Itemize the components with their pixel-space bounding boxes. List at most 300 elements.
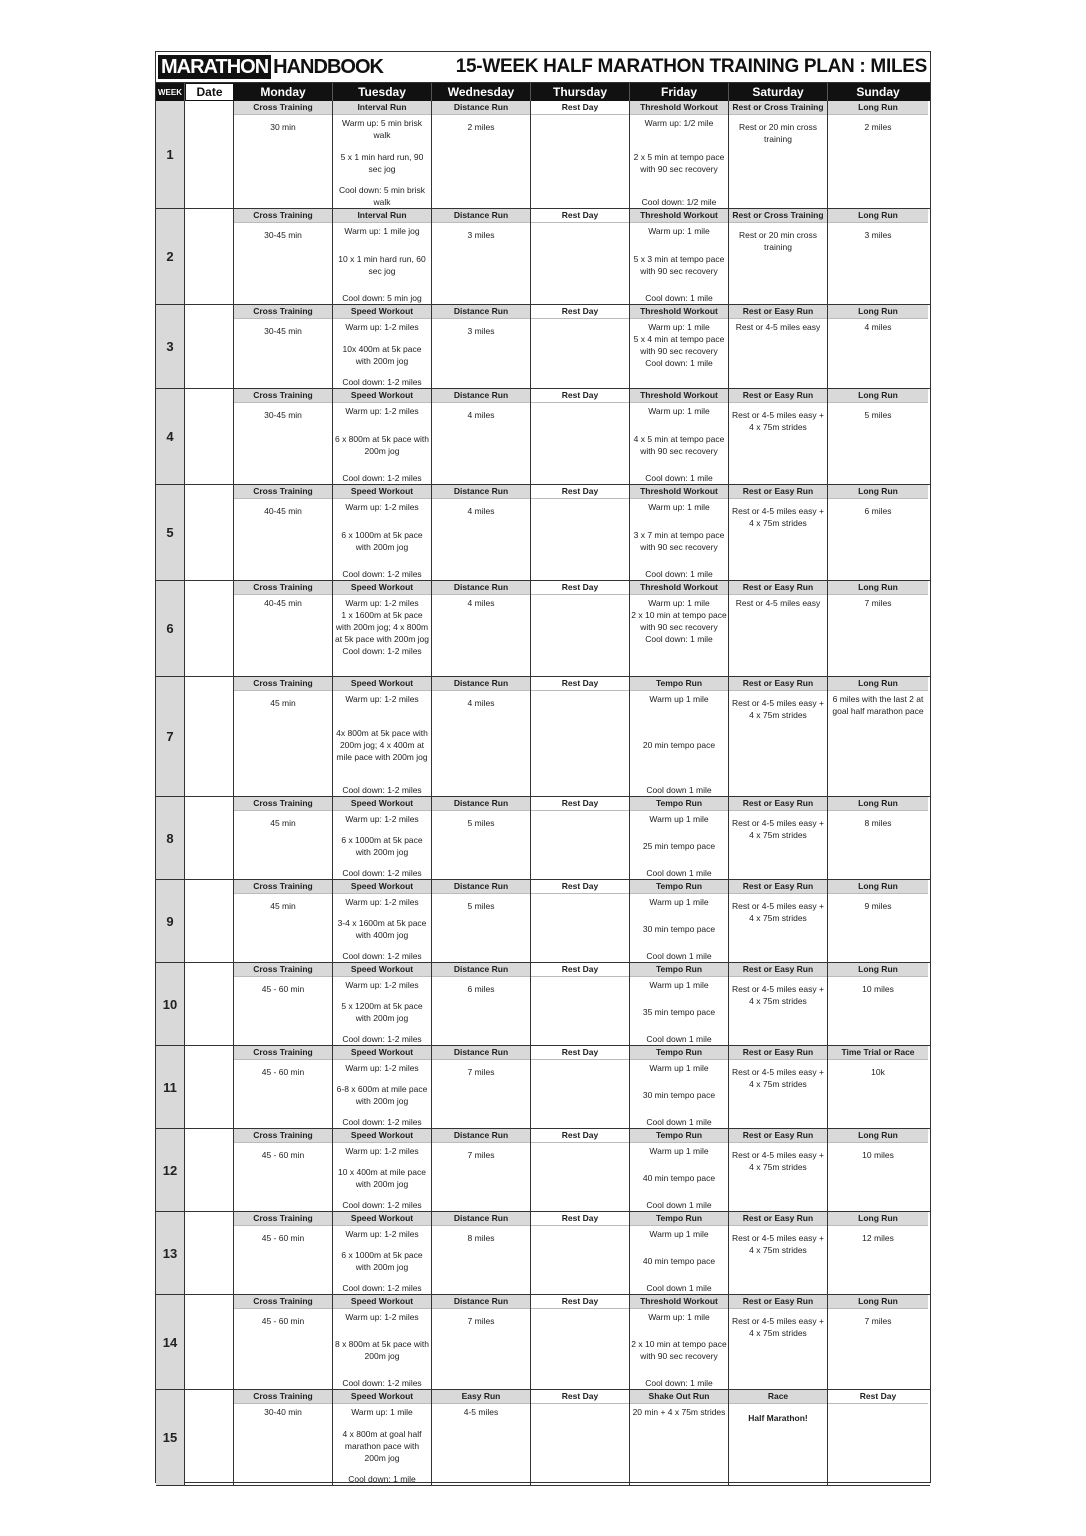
- workout-type-label: Long Run: [828, 101, 928, 115]
- day-cell: [531, 677, 630, 796]
- day-cell: [333, 305, 432, 388]
- day-cell: [333, 880, 432, 962]
- workout-detail-text: 3 miles: [467, 326, 495, 336]
- training-plan-sheet: [155, 51, 931, 1483]
- workout-type-label: Threshold Workout: [630, 485, 728, 499]
- date-cell: [185, 1295, 234, 1389]
- workout-type-label: Cross Training: [234, 389, 332, 403]
- workout-detail-text: 4-5 miles: [463, 1407, 499, 1417]
- workout-detail-text: 4 x 5 min at tempo pace with 90 sec recovery: [633, 433, 725, 456]
- date-cell: [185, 209, 234, 304]
- workout-detail-text: 4 miles: [864, 322, 892, 332]
- workout-detail-text: 3-4 x 1600m at 5k pace with 400m jog: [337, 918, 427, 940]
- day-cell: [234, 581, 333, 676]
- workout-type-label: Distance Run: [432, 1129, 530, 1143]
- workout-type-label: Distance Run: [432, 209, 530, 223]
- day-cell: [729, 797, 828, 879]
- workout-type-label: Distance Run: [432, 1212, 530, 1226]
- day-cell: [630, 485, 729, 580]
- day-cell: [531, 581, 630, 676]
- workout-type-label: Long Run: [828, 880, 928, 894]
- day-cell: [531, 305, 630, 388]
- week-row: [156, 1129, 930, 1212]
- workout-detail-text: 4 miles: [467, 410, 495, 420]
- workout-detail-text: 3 x 7 min at tempo pace with 90 sec recovery: [633, 529, 725, 552]
- day-cell: [729, 209, 828, 304]
- workout-detail-text: Cool down: 5 min jog: [342, 293, 422, 303]
- date-cell: [185, 797, 234, 879]
- workout-type-label: Rest Day: [531, 1295, 629, 1309]
- workout-detail-text: Cool down: 1-2 miles: [342, 1378, 422, 1388]
- day-cell: [729, 963, 828, 1045]
- workout-detail-text: 5 x 3 min at tempo pace with 90 sec recovery: [633, 253, 725, 276]
- title-bar: [156, 52, 930, 83]
- day-cell: [432, 101, 531, 208]
- day-cell: [630, 797, 729, 879]
- workout-type-label: Interval Run: [333, 101, 431, 115]
- workout-detail-text: Warm up: 1-2 miles: [345, 406, 419, 416]
- workout-detail-text: 4 miles: [467, 598, 495, 608]
- workout-detail-text: Warm up 1 mile: [649, 694, 709, 704]
- workout-type-label: Rest Day: [828, 1390, 928, 1404]
- day-cell: [234, 389, 333, 484]
- day-cell: [630, 389, 729, 484]
- workout-detail-text: Warm up: 1-2 miles: [345, 980, 419, 990]
- workout-detail-text: 45 min: [270, 698, 296, 708]
- workout-detail-text: Warm up: 1-2 miles: [345, 1146, 419, 1156]
- workout-detail-text: 2 x 10 min at tempo pace with 90 sec recovery: [631, 1339, 727, 1361]
- day-cell: [531, 963, 630, 1045]
- date-cell: [185, 677, 234, 796]
- workout-type-label: Easy Run: [432, 1390, 530, 1404]
- day-cell: [630, 1390, 729, 1485]
- workout-detail-text: Half Marathon!: [748, 1413, 808, 1423]
- day-cell: [333, 581, 432, 676]
- workout-type-label: Cross Training: [234, 305, 332, 319]
- workout-type-label: Long Run: [828, 209, 928, 223]
- workout-detail-text: Warm up: 1/2 mile: [644, 118, 714, 128]
- workout-type-label: Threshold Workout: [630, 389, 728, 403]
- workout-type-label: Cross Training: [234, 485, 332, 499]
- day-cell: [234, 209, 333, 304]
- workout-type-label: Distance Run: [432, 677, 530, 691]
- day-cell: [333, 101, 432, 208]
- workout-detail-text: Warm up 1 mile: [649, 980, 709, 990]
- date-cell: [185, 880, 234, 962]
- workout-detail-text: Warm up 1 mile: [649, 897, 709, 907]
- workout-detail-text: Warm up 1 mile: [649, 1229, 709, 1239]
- workout-detail-text: Cool down: 1/2 mile: [641, 197, 717, 207]
- workout-detail-text: Cool down: 1-2 miles: [342, 569, 422, 579]
- day-cell: [432, 797, 531, 879]
- workout-detail-text: Rest or 4-5 miles easy + 4 x 75m strides: [732, 1316, 824, 1338]
- week-row: [156, 1046, 930, 1129]
- workout-detail-text: 10 x 1 min hard run, 60 sec jog: [338, 253, 426, 276]
- workout-detail-text: 5 miles: [467, 818, 495, 828]
- day-cell: [630, 209, 729, 304]
- day-cell: [828, 209, 928, 304]
- day-cell: [333, 1046, 432, 1128]
- workout-detail-text: 40-45 min: [264, 598, 302, 608]
- day-cell: [729, 1390, 828, 1485]
- workout-detail-text: 8 miles: [864, 818, 892, 828]
- workout-detail-text: Rest or 4-5 miles easy + 4 x 75m strides: [732, 1067, 824, 1089]
- day-cell: [234, 1129, 333, 1211]
- date-cell: [185, 963, 234, 1045]
- workout-detail-text: 3 miles: [864, 230, 892, 240]
- day-cell: [432, 305, 531, 388]
- workout-detail-text: 7 miles: [864, 598, 892, 608]
- workout-type-label: Long Run: [828, 1212, 928, 1226]
- workout-detail-text: 20 min tempo pace: [642, 739, 716, 750]
- day-cell: [828, 1390, 928, 1485]
- day-cell: [234, 1390, 333, 1485]
- workout-detail-text: Warm up: 1 mile: [648, 406, 710, 416]
- workout-detail-text: 45 min: [270, 818, 296, 828]
- week-row: [156, 880, 930, 963]
- workout-detail-text: Cool down 1 mile: [646, 1200, 712, 1210]
- day-cell: [333, 485, 432, 580]
- workout-type-label: Rest Day: [531, 1390, 629, 1404]
- workout-type-label: Rest or Easy Run: [729, 389, 827, 403]
- day-cell: [729, 1295, 828, 1389]
- date-cell: [185, 1212, 234, 1294]
- workout-detail-text: Cool down: 1-2 miles: [342, 1117, 422, 1127]
- workout-detail-text: 5 miles: [467, 901, 495, 911]
- day-cell: [333, 1212, 432, 1294]
- workout-type-label: Long Run: [828, 677, 928, 691]
- day-cell: [333, 389, 432, 484]
- workout-type-label: Speed Workout: [333, 677, 431, 691]
- workout-type-label: Tempo Run: [630, 797, 728, 811]
- week-row: [156, 581, 930, 677]
- day-cell: [828, 1295, 928, 1389]
- week-row: [156, 485, 930, 581]
- workout-detail-text: 6 x 1000m at 5k pace with 200m jog: [341, 1250, 423, 1272]
- workout-detail-text: 30-45 min: [264, 326, 302, 336]
- marathon-handbook-logo: [158, 55, 385, 79]
- workout-type-label: Cross Training: [234, 963, 332, 977]
- day-cell: [234, 880, 333, 962]
- workout-type-label: Speed Workout: [333, 797, 431, 811]
- workout-type-label: Rest or Easy Run: [729, 485, 827, 499]
- workout-type-label: Speed Workout: [333, 389, 431, 403]
- week-number: 11: [156, 1046, 185, 1128]
- day-cell: [828, 1212, 928, 1294]
- workout-type-label: Rest Day: [531, 880, 629, 894]
- workout-type-label: Speed Workout: [333, 1295, 431, 1309]
- week-number: 10: [156, 963, 185, 1045]
- workout-type-label: Rest or Easy Run: [729, 963, 827, 977]
- workout-type-label: Long Run: [828, 963, 928, 977]
- week-row: [156, 677, 930, 797]
- workout-detail-text: Cool down: 1-2 miles: [342, 473, 422, 483]
- workout-type-label: Cross Training: [234, 581, 332, 595]
- workout-detail-text: Warm up 1 mile: [649, 814, 709, 824]
- day-cell: [630, 305, 729, 388]
- workout-detail-text: Rest or 4-5 miles easy + 4 x 75m strides: [732, 410, 824, 432]
- workout-detail-text: 10 x 400m at mile pace with 200m jog: [338, 1167, 426, 1189]
- workout-type-label: Threshold Workout: [630, 209, 728, 223]
- workout-detail-text: 7 miles: [467, 1150, 495, 1160]
- workout-type-label: Distance Run: [432, 797, 530, 811]
- day-cell: [828, 677, 928, 796]
- day-cell: [333, 797, 432, 879]
- workout-type-label: Rest Day: [531, 209, 629, 223]
- workout-detail-text: Cool down 1 mile: [646, 868, 712, 878]
- day-cell: [531, 1295, 630, 1389]
- workout-type-label: Rest or Cross Training: [729, 101, 827, 115]
- day-cell: [630, 963, 729, 1045]
- workout-detail-text: Rest or 20 min cross training: [739, 122, 817, 144]
- workout-type-label: Rest Day: [531, 581, 629, 595]
- day-cell: [432, 1046, 531, 1128]
- workout-detail-text: 45 - 60 min: [261, 1316, 305, 1326]
- workout-type-label: Tempo Run: [630, 1129, 728, 1143]
- workout-type-label: Distance Run: [432, 1046, 530, 1060]
- workout-detail-text: Warm up: 1 mile: [648, 322, 710, 332]
- workout-type-label: Rest Day: [531, 305, 629, 319]
- day-cell: [828, 389, 928, 484]
- week-number: 9: [156, 880, 185, 962]
- workout-detail-text: 6 x 800m at 5k pace with 200m jog: [334, 433, 430, 456]
- workout-detail-text: Cool down: 1 mile: [645, 569, 713, 579]
- workout-detail-text: Cool down: 1 mile: [645, 473, 713, 483]
- workout-type-label: Rest Day: [531, 677, 629, 691]
- logo-marathon: MARATHON: [158, 55, 271, 79]
- workout-type-label: Distance Run: [432, 880, 530, 894]
- workout-detail-text: 5 x 4 min at tempo pace with 90 sec recovery: [633, 334, 725, 356]
- week-number: 5: [156, 485, 185, 580]
- day-cell: [729, 1129, 828, 1211]
- workout-type-label: Long Run: [828, 797, 928, 811]
- week-number: 15: [156, 1390, 185, 1485]
- week-number: 14: [156, 1295, 185, 1389]
- date-cell: [185, 101, 234, 208]
- workout-detail-text: Warm up 1 mile: [649, 1063, 709, 1073]
- workout-detail-text: 4 miles: [467, 506, 495, 516]
- workout-detail-text: Rest or 4-5 miles easy + 4 x 75m strides: [732, 506, 824, 528]
- workout-type-label: Rest or Easy Run: [729, 797, 827, 811]
- week-row: [156, 1212, 930, 1295]
- workout-detail-text: 5 miles: [864, 410, 892, 420]
- workout-detail-text: 10 miles: [862, 984, 894, 994]
- day-cell: [729, 677, 828, 796]
- week-row: [156, 963, 930, 1046]
- day-cell: [531, 389, 630, 484]
- week-number: 4: [156, 389, 185, 484]
- workout-type-label: Rest Day: [531, 797, 629, 811]
- workout-detail-text: 2 miles: [467, 122, 495, 132]
- workout-type-label: Cross Training: [234, 1390, 332, 1404]
- workout-detail-text: Warm up: 1 mile: [648, 502, 710, 512]
- workout-detail-text: Rest or 4-5 miles easy: [735, 322, 821, 332]
- workout-type-label: Cross Training: [234, 677, 332, 691]
- page-title: 15-WEEK HALF MARATHON TRAINING PLAN : MILES: [455, 56, 927, 77]
- day-cell: [729, 305, 828, 388]
- workout-type-label: Long Run: [828, 389, 928, 403]
- week-number: 6: [156, 581, 185, 676]
- day-column-header: Wednesday: [432, 83, 531, 101]
- week-number: 13: [156, 1212, 185, 1294]
- week-row: [156, 305, 930, 389]
- day-column-header: Friday: [630, 83, 729, 101]
- workout-type-label: Threshold Workout: [630, 1295, 728, 1309]
- workout-detail-text: Cool down: 1-2 miles: [342, 1034, 422, 1044]
- workout-detail-text: Warm up 1 mile: [649, 1146, 709, 1156]
- workout-detail-text: 4 miles: [467, 698, 495, 708]
- workout-type-label: Speed Workout: [333, 1129, 431, 1143]
- workout-type-label: Tempo Run: [630, 1046, 728, 1060]
- workout-detail-text: 30-45 min: [264, 410, 302, 420]
- day-cell: [630, 677, 729, 796]
- workout-detail-text: 40 min tempo pace: [642, 1256, 716, 1266]
- week-column-header: WEEK: [156, 83, 185, 101]
- day-cell: [234, 305, 333, 388]
- date-cell: [185, 1390, 234, 1485]
- workout-detail-text: Cool down: 1 mile: [645, 1378, 713, 1388]
- workout-detail-text: 3 miles: [467, 230, 495, 240]
- day-cell: [234, 797, 333, 879]
- workout-type-label: Cross Training: [234, 1046, 332, 1060]
- workout-type-label: Rest or Easy Run: [729, 880, 827, 894]
- workout-detail-text: Cool down: 1 mile: [348, 1474, 416, 1484]
- workout-detail-text: 40-45 min: [264, 506, 302, 516]
- day-cell: [333, 1390, 432, 1485]
- workout-detail-text: Warm up: 1-2 miles: [345, 502, 419, 512]
- day-cell: [333, 1129, 432, 1211]
- week-row: [156, 1390, 930, 1486]
- day-column-header: Thursday: [531, 83, 630, 101]
- day-cell: [531, 485, 630, 580]
- workout-detail-text: Warm up: 1-2 miles: [345, 1312, 419, 1322]
- workout-detail-text: 7 miles: [864, 1316, 892, 1326]
- workout-detail-text: Warm up: 1 mile: [648, 1312, 710, 1322]
- workout-detail-text: Warm up: 1-2 miles: [345, 897, 419, 907]
- workout-detail-text: 30 min: [270, 122, 296, 132]
- day-column-header: Sunday: [856, 85, 900, 99]
- workout-type-label: Threshold Workout: [630, 581, 728, 595]
- workout-detail-text: Cool down: 1 mile: [645, 358, 713, 368]
- workout-detail-text: 45 - 60 min: [261, 1233, 305, 1243]
- workout-type-label: Race: [729, 1390, 827, 1404]
- workout-detail-text: 8 x 800m at 5k pace with 200m jog: [334, 1339, 430, 1361]
- day-cell: [729, 101, 828, 208]
- workout-detail-text: Cool down 1 mile: [646, 785, 712, 795]
- date-cell: [185, 485, 234, 580]
- workout-type-label: Tempo Run: [630, 963, 728, 977]
- workout-type-label: Rest or Easy Run: [729, 1212, 827, 1226]
- day-cell: [630, 880, 729, 962]
- workout-type-label: Cross Training: [234, 1295, 332, 1309]
- workout-type-label: Cross Training: [234, 1212, 332, 1226]
- workout-type-label: Rest or Easy Run: [729, 677, 827, 691]
- workout-detail-text: Warm up: 1-2 miles: [345, 1063, 419, 1073]
- week-number: 8: [156, 797, 185, 879]
- week-number: 2: [156, 209, 185, 304]
- workout-detail-text: Rest or 4-5 miles easy + 4 x 75m strides: [732, 818, 824, 840]
- workout-detail-text: 20 min + 4 x 75m strides: [632, 1407, 726, 1417]
- workout-detail-text: 2 miles: [864, 122, 892, 132]
- workout-detail-text: 25 min tempo pace: [642, 841, 716, 851]
- workout-detail-text: Cool down: 1-2 miles: [342, 785, 422, 795]
- workout-detail-text: Warm up: 1-2 miles: [345, 814, 419, 824]
- day-column-header: Saturday: [729, 83, 828, 101]
- workout-type-label: Tempo Run: [630, 1212, 728, 1226]
- workout-detail-text: 30-40 min: [264, 1407, 302, 1417]
- workout-detail-text: Rest or 4-5 miles easy: [735, 598, 821, 608]
- workout-type-label: Distance Run: [432, 1295, 530, 1309]
- workout-detail-text: Cool down 1 mile: [646, 1117, 712, 1127]
- workout-type-label: Threshold Workout: [630, 101, 728, 115]
- day-cell: [630, 101, 729, 208]
- day-cell: [630, 1046, 729, 1128]
- week-number: 1: [156, 101, 185, 208]
- workout-type-label: Rest Day: [531, 1046, 629, 1060]
- day-cell: [333, 1295, 432, 1389]
- day-cell: [432, 1129, 531, 1211]
- workout-detail-text: 6 miles: [864, 506, 892, 516]
- workout-type-label: Rest Day: [531, 963, 629, 977]
- workout-type-label: Rest Day: [531, 389, 629, 403]
- workout-detail-text: Warm up: 1-2 miles: [345, 322, 419, 332]
- workout-detail-text: Cool down: 1 mile: [645, 293, 713, 303]
- workout-type-label: Cross Training: [234, 1129, 332, 1143]
- workout-detail-text: Rest or 4-5 miles easy + 4 x 75m strides: [732, 984, 824, 1006]
- day-cell: [432, 1212, 531, 1294]
- week-row: [156, 797, 930, 880]
- workout-detail-text: 30 min tempo pace: [642, 1090, 716, 1100]
- week-row: [156, 209, 930, 305]
- date-cell: [185, 305, 234, 388]
- date-cell: [185, 1046, 234, 1128]
- workout-type-label: Tempo Run: [630, 880, 728, 894]
- workout-type-label: Distance Run: [432, 581, 530, 595]
- day-cell: [630, 1129, 729, 1211]
- workout-detail-text: 45 min: [270, 901, 296, 911]
- day-cell: [828, 1046, 928, 1128]
- workout-detail-text: 30-45 min: [264, 230, 302, 240]
- day-cell: [630, 1212, 729, 1294]
- workout-detail-text: 10k: [871, 1067, 885, 1077]
- workout-detail-text: Cool down: 1 mile: [645, 634, 713, 644]
- day-cell: [828, 963, 928, 1045]
- workout-type-label: Speed Workout: [333, 880, 431, 894]
- workout-detail-text: Warm up: 1 mile: [351, 1407, 413, 1417]
- day-cell: [531, 880, 630, 962]
- workout-detail-text: Rest or 4-5 miles easy + 4 x 75m strides: [732, 698, 824, 720]
- day-cell: [333, 209, 432, 304]
- day-cell: [531, 1129, 630, 1211]
- week-row: [156, 1295, 930, 1390]
- workout-type-label: Distance Run: [432, 389, 530, 403]
- date-column-header: Date: [185, 83, 234, 101]
- day-cell: [531, 797, 630, 879]
- workout-detail-text: Cool down: 1-2 miles: [342, 951, 422, 961]
- workout-detail-text: Cool down 1 mile: [646, 1283, 712, 1293]
- workout-detail-text: 6 miles with the last 2 at goal half marathon pace: [832, 694, 924, 716]
- day-cell: [531, 1046, 630, 1128]
- workout-detail-text: 4x 800m at 5k pace with 200m jog; 4 x 400m at mile pace with 200m jog: [336, 727, 428, 762]
- workout-detail-text: Cool down: 1-2 miles: [342, 868, 422, 878]
- workout-type-label: Rest or Easy Run: [729, 1295, 827, 1309]
- workout-type-label: Rest Day: [531, 485, 629, 499]
- workout-detail-text: Rest or 4-5 miles easy + 4 x 75m strides: [732, 901, 824, 923]
- workout-detail-text: 45 - 60 min: [261, 1150, 305, 1160]
- workout-type-label: Rest Day: [531, 101, 629, 115]
- day-cell: [234, 1212, 333, 1294]
- workout-type-label: Shake Out Run: [630, 1390, 728, 1404]
